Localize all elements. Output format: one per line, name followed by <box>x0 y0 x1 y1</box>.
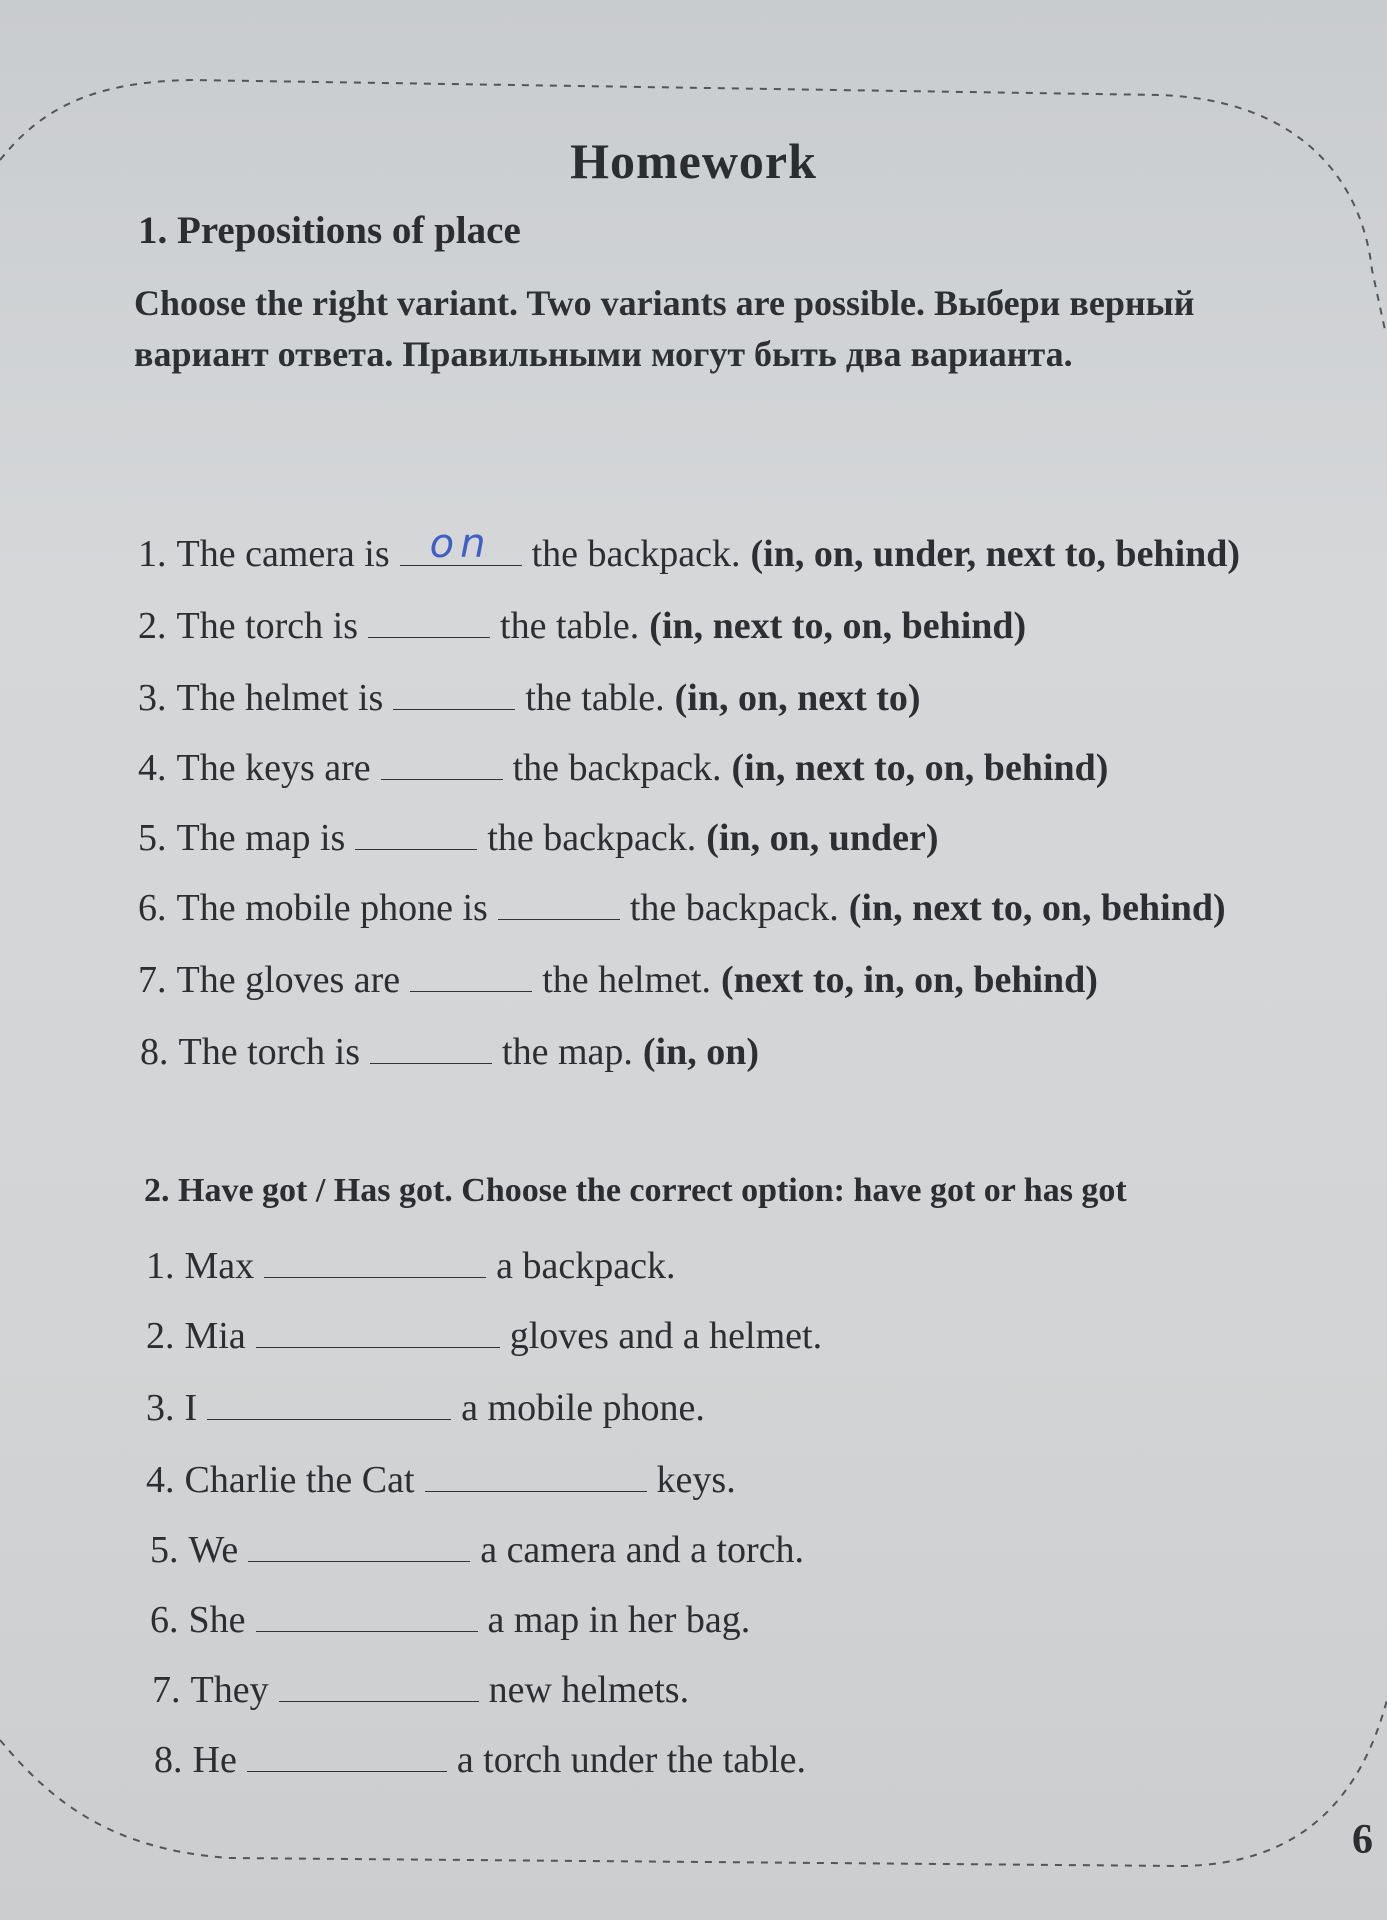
item-number: 4. <box>138 747 167 789</box>
item-text-before: The torch is <box>176 605 359 647</box>
item-text-before: They <box>190 1669 269 1711</box>
item-number: 2. <box>138 605 167 647</box>
item-options: (in, on, next to) <box>674 677 921 719</box>
section1-heading: 1. Prepositions of place <box>138 209 521 252</box>
item-text-after: the backpack. <box>531 533 741 575</box>
item-text-before: The camera is <box>176 533 390 575</box>
exercise2-item-5 <box>150 1528 804 1572</box>
answer-blank[interactable] <box>247 1741 447 1772</box>
page-number: 6 <box>1352 1817 1373 1863</box>
exercise2-item-1 <box>146 1244 676 1288</box>
item-text-before: The helmet is <box>176 677 384 719</box>
item-text-before: He <box>192 1739 237 1781</box>
item-options: (next to, in, on, behind) <box>721 959 1098 1001</box>
item-text-before: She <box>188 1599 246 1641</box>
answer-blank[interactable] <box>207 1389 451 1420</box>
item-text-after: keys. <box>656 1459 736 1501</box>
answer-blank[interactable] <box>256 1601 478 1632</box>
item-text-after: a backpack. <box>496 1245 676 1287</box>
answer-blank[interactable] <box>370 1033 492 1064</box>
section1-instruction: Choose the right variant. Two variants are possible. Выбери верный вариант ответа. Правильными могут быть два варианта. <box>134 283 1195 374</box>
exercise2-item-7 <box>152 1668 689 1712</box>
section2-heading: 2. Have got / Has got. Choose the correct option: have got or has got <box>144 1172 1127 1209</box>
item-text-before: The mobile phone is <box>176 887 488 929</box>
item-text-before: The keys are <box>176 747 371 789</box>
exercise2-item-3 <box>146 1386 705 1430</box>
item-text-after: a torch under the table. <box>456 1739 807 1781</box>
item-options: (in, on) <box>642 1031 760 1073</box>
answer-blank[interactable] <box>264 1247 486 1278</box>
item-text-before: We <box>188 1529 239 1571</box>
answer-blank[interactable] <box>248 1531 470 1562</box>
exercise1-item-2 <box>138 604 1026 648</box>
item-text-after: a camera and a torch. <box>480 1529 805 1571</box>
answer-blank[interactable] <box>368 607 490 638</box>
exercise1-item-6 <box>138 886 1226 930</box>
item-text-after: the backpack. <box>487 817 697 859</box>
item-text-after: a mobile phone. <box>461 1387 705 1429</box>
item-options: (in, on, under) <box>706 817 939 859</box>
item-options: (in, next to, on, behind) <box>848 887 1226 929</box>
item-number: 8. <box>154 1739 183 1781</box>
item-text-after: the table. <box>500 605 640 647</box>
item-text-before: The torch is <box>178 1031 361 1073</box>
answer-blank[interactable] <box>410 961 532 992</box>
item-text-before: I <box>184 1387 198 1429</box>
item-number: 3. <box>146 1387 175 1429</box>
exercise2-item-6 <box>150 1598 750 1642</box>
item-number: 5. <box>150 1529 179 1571</box>
answer-blank[interactable] <box>400 521 522 567</box>
exercise1-item-5 <box>138 816 939 860</box>
item-number: 1. <box>146 1245 175 1287</box>
item-number: 7. <box>138 959 167 1001</box>
answer-blank[interactable] <box>355 819 477 850</box>
item-options: (in, next to, on, behind) <box>649 605 1027 647</box>
item-number: 1. <box>138 533 167 575</box>
item-number: 8. <box>140 1031 169 1073</box>
item-text-before: The map is <box>176 817 346 859</box>
exercise2-item-8 <box>154 1738 806 1782</box>
handwritten-answer: on <box>429 521 492 567</box>
item-text-after: the helmet. <box>542 959 712 1001</box>
item-number: 6. <box>150 1599 179 1641</box>
item-options: (in, next to, on, behind) <box>731 747 1109 789</box>
answer-blank[interactable] <box>393 679 515 710</box>
answer-blank[interactable] <box>498 889 620 920</box>
item-text-before: Max <box>184 1245 255 1287</box>
item-text-before: The gloves are <box>176 959 401 1001</box>
item-number: 5. <box>138 817 167 859</box>
item-text-after: the backpack. <box>512 747 722 789</box>
item-text-after: new helmets. <box>488 1669 690 1711</box>
answer-blank[interactable] <box>381 749 503 780</box>
exercise1-item-3 <box>138 676 921 720</box>
item-number: 2. <box>146 1315 175 1357</box>
answer-blank[interactable] <box>279 1671 479 1702</box>
exercise2-item-4 <box>146 1458 736 1502</box>
exercise1-item-7 <box>138 958 1098 1002</box>
exercise1-item-4 <box>138 746 1108 790</box>
page-title: Homework <box>570 133 817 189</box>
item-text-after: gloves and a helmet. <box>509 1315 823 1357</box>
exercise1-item-8 <box>140 1030 759 1074</box>
item-text-after: a map in her bag. <box>487 1599 751 1641</box>
item-text-after: the backpack. <box>629 887 839 929</box>
item-text-before: Charlie the Cat <box>184 1459 415 1501</box>
item-options: (in, on, under, next to, behind) <box>750 533 1241 575</box>
item-number: 4. <box>146 1459 175 1501</box>
exercise2-item-2 <box>146 1314 822 1358</box>
item-text-before: Mia <box>184 1315 246 1357</box>
item-text-after: the table. <box>525 677 665 719</box>
exercise1-item-1 <box>138 521 1241 576</box>
item-number: 7. <box>152 1669 181 1711</box>
item-number: 3. <box>138 677 167 719</box>
item-number: 6. <box>138 887 167 929</box>
answer-blank[interactable] <box>425 1461 647 1492</box>
answer-blank[interactable] <box>256 1317 500 1348</box>
item-text-after: the map. <box>502 1031 633 1073</box>
